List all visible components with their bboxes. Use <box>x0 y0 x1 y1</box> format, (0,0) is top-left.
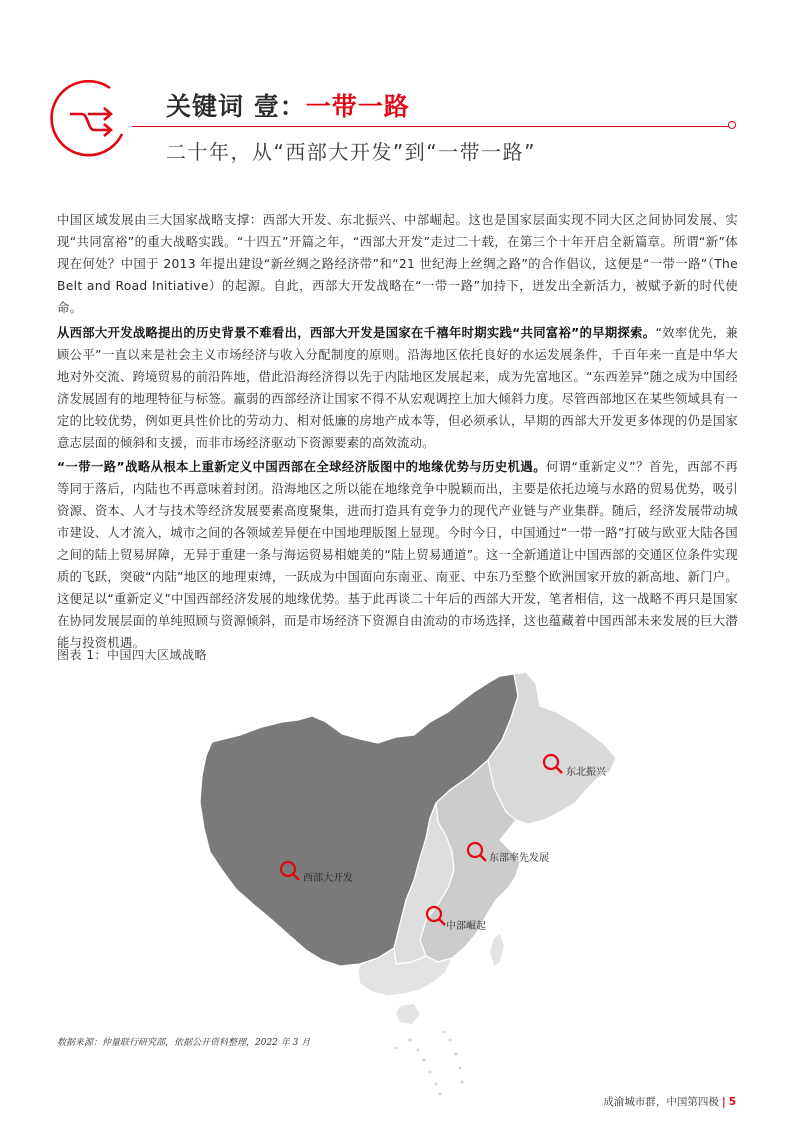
double-arrow-circle-icon <box>48 78 132 162</box>
map-label-central: 中部崛起 <box>446 921 486 932</box>
map-island-hainan <box>396 1004 420 1024</box>
figure-caption: 图表 1：中国四大区域战略 <box>57 648 207 662</box>
paragraph-3 <box>57 456 738 654</box>
page-title <box>166 87 410 123</box>
title-divider <box>132 126 730 127</box>
map-south-sea-islands <box>395 1031 464 1096</box>
map-label-west: 西部大开发 <box>303 873 353 884</box>
footer-separator: | <box>721 1096 726 1108</box>
page-subtitle: 二十年，从“西部大开发”到“一带一路” <box>166 140 536 164</box>
china-regions-map <box>180 660 640 1100</box>
paragraph-2-lead: 从西部大开发战略提出的历史背景不难看出，西部大开发是国家在千禧年时期实践“共同富裕”的早期探索。 <box>57 326 656 340</box>
paragraph-3-lead: “一带一路”战略从根本上重新定义中国西部在全球经济版图中的地缘优势与历史机遇。 <box>57 460 546 474</box>
map-label-east: 东部率先发展 <box>489 853 549 864</box>
map-island-taiwan <box>490 934 504 966</box>
divider-end-dot <box>728 121 736 129</box>
page-number: 5 <box>728 1096 736 1108</box>
paragraph-2-text: “效率优先，兼顾公平”一直以来是社会主义市场经济与收入分配制度的原则。沿海地区依托良好的水运发展条件，千百年来一直是中华大地对外交流、跨境贸易的前沿阵地，借此沿海经济得以先于内陆地区发展起来，成为先富地区。“东西差异”随之成为中国经济发展固有的地理特征与标签。羸弱的西部经济让国家不得不从宏观调控上加大倾斜力度。尽管西部地区在某些领域具有一定的比较优势，例如更具性价比的劳动力、相对低廉的房地产成本等，但必须承认，早期的西部大开发更多体现的仍是国家意志层面的倾斜和支援，而非市场经济驱动下资源要素的高效流动。 <box>57 326 738 450</box>
paragraph-3-text: 何谓“重新定义”？首先，西部不再等同于落后，内陆也不再意味着封闭。沿海地区之所以能在地缘竞争中脱颖而出，主要是依托边境与水路的贸易优势，吸引资源、资本、人才与技术等经济发展要素高度聚集，进而打造具有竞争力的现代产业链与产业集群。随后，经济发展带动城市建设、人才流入，城市之间的各领域差异便在中国地理版图上显现。今时今日，中国通过“一带一路”打破与欧亚大陆各国之间的陆上贸易屏障，无异于重建一条与海运贸易相媲美的“陆上贸易通道”。这一全新通道让中国西部的交通区位条件实现质的飞跃，突破“内陆”地区的地理束缚，一跃成为中国面向东南亚、南亚、中东乃至整个欧洲国家开放的新高地、新门户。这便足以“重新定义”中国西部经济发展的地缘优势。基于此再谈二十年后的西部大开发，笔者相信，这一战略不再只是国家在协同发展层面的单纯照顾与资源倾斜，而是市场经济下资源自由流动的市场选择，这也蕴藏着中国西部未来发展的巨大潜能与投资机遇。 <box>57 460 738 650</box>
paragraph-2 <box>57 322 738 454</box>
title-keyword: 一带一路 <box>305 92 410 121</box>
map-label-northeast: 东北振兴 <box>566 767 606 778</box>
title-prefix: 关键词 壹： <box>166 92 306 121</box>
paragraph-1-text: 中国区域发展由三大国家战略支撑：西部大开发、东北振兴、中部崛起。这也是国家层面实现不同大区之间协同发展、实现“共同富裕”的重大战略实践。“十四五”开篇之年，“西部大开发”走过二十载，在第三个十年开启全新篇章。所谓“新”体现在何处？中国于 2013 年提出建设“新丝绸之路经济带”和“21 世纪海上丝绸之路”的合作倡议，这便是“一带一路”（The Belt and Road Initiative）的起源。自此，西部大开发战略在“一带一路”加持下，迸发出全新活力，被赋予新的时代使命。 <box>57 213 738 315</box>
paragraph-1 <box>57 209 738 319</box>
page-footer <box>603 1094 736 1109</box>
footer-text: 成渝城市群，中国第四极 <box>603 1096 719 1108</box>
data-source-note: 数据来源：仲量联行研究部，依据公开资料整理，2022 年 3 月 <box>57 1038 311 1048</box>
